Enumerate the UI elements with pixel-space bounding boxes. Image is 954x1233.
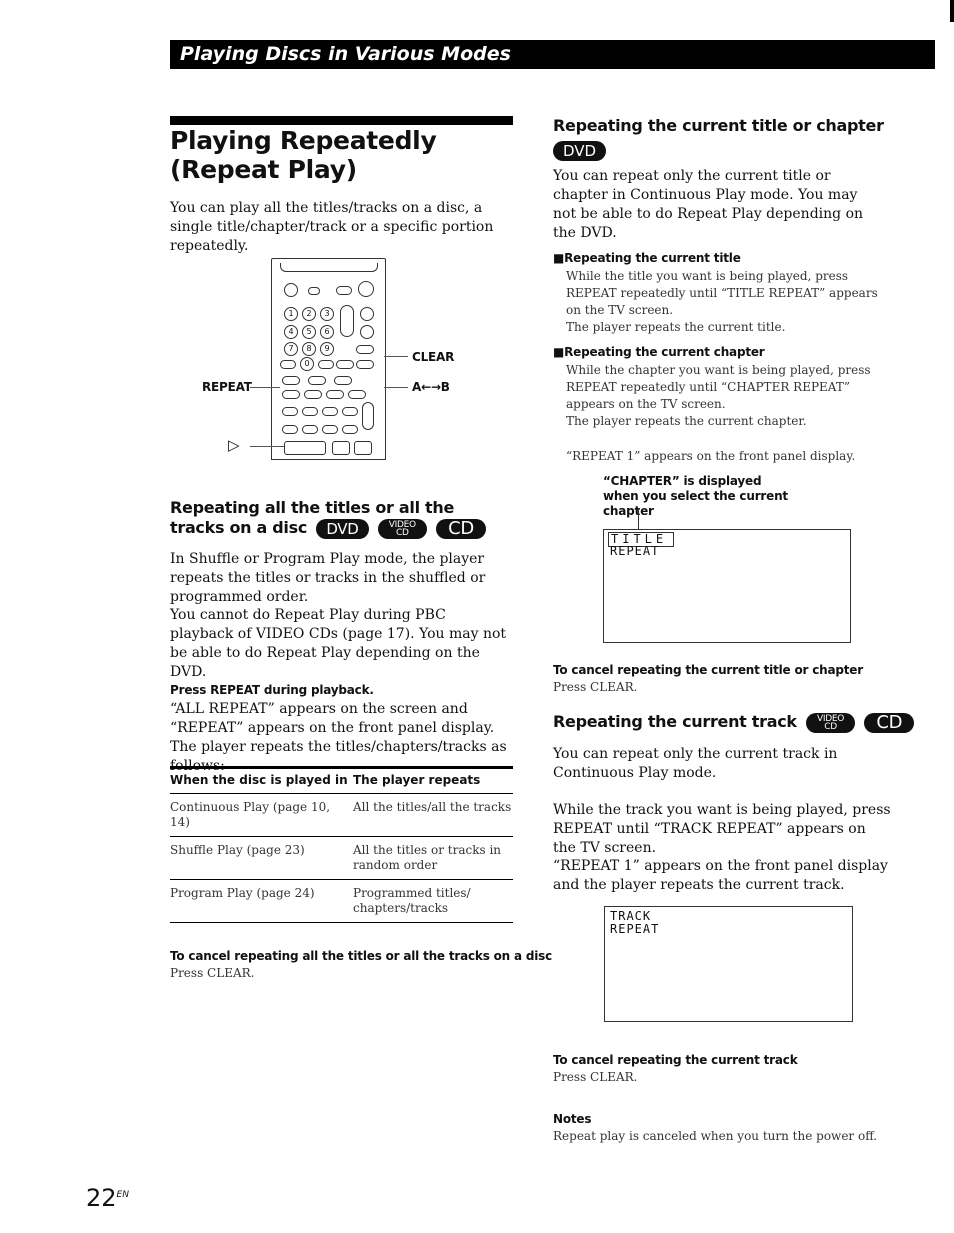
remote-prev-icon <box>282 407 298 416</box>
page-edge-mark <box>950 0 954 22</box>
repeat-mode-table <box>170 766 513 923</box>
remote-plus-icon <box>360 307 374 321</box>
notes-heading: Notes <box>553 1112 592 1126</box>
screen-track-line2: REPEAT <box>610 922 660 936</box>
section-all-step: Press REPEAT during playback. <box>170 683 374 697</box>
section-track-heading-text: Repeating the current track <box>553 712 797 731</box>
table-row <box>170 880 513 923</box>
remote-small-button <box>336 286 352 295</box>
remote-minus-icon <box>360 325 374 339</box>
remote-small-button <box>308 376 326 385</box>
table-header-repeats: The player repeats <box>353 768 513 794</box>
section-track-cancel-text: Press CLEAR. <box>553 1070 638 1084</box>
sub-chapter-text: While the chapter you want is being played, press REPEAT repeatedly until “CHAPTER REPEAT” appears on the TV screen. <box>566 363 871 411</box>
remote-small-button <box>302 425 318 434</box>
table-cell: Continuous Play (page 10, 14) <box>170 794 353 837</box>
remote-small-button <box>356 345 374 354</box>
remote-open-icon <box>358 281 374 297</box>
sub-title-heading-text: Repeating the current title <box>564 251 741 265</box>
cd-badge: CD <box>864 713 914 733</box>
remote-stop-button <box>354 441 372 455</box>
section-track-body: You can repeat only the current track in Continuous Play mode. <box>553 746 838 781</box>
remote-clear-label: CLEAR <box>412 350 455 364</box>
remote-small-button <box>326 390 344 399</box>
table-cell: Shuffle Play (page 23) <box>170 837 353 880</box>
remote-key-6: 6 <box>320 325 334 339</box>
cd-badge: CD <box>436 519 486 539</box>
sub-chapter-text2: The player repeats the current chapter. <box>566 414 807 428</box>
table-cell: All the titles or tracks in random order <box>353 837 513 880</box>
page-number <box>86 1181 129 1212</box>
table-cell: Programmed titles/ chapters/tracks <box>353 880 513 923</box>
section-all-heading <box>170 498 510 539</box>
remote-rewind-icon <box>302 407 318 416</box>
remote-small-button <box>282 376 300 385</box>
remote-key-4: 4 <box>284 325 298 339</box>
sub-title-text: While the title you want is being played, press REPEAT repeatedly until “TITLE REPEAT” appears on the TV screen. <box>566 269 878 317</box>
remote-repeat-label: REPEAT <box>202 380 252 394</box>
remote-clear-button <box>336 360 354 369</box>
section-track-heading <box>553 712 914 733</box>
remote-small-button <box>318 360 334 369</box>
remote-forward-icon <box>322 407 338 416</box>
remote-ab-label: A←→B <box>412 380 450 394</box>
section-title-badge-wrap <box>549 140 606 161</box>
ab-callout-line <box>384 387 408 388</box>
remote-small-button <box>304 390 322 399</box>
play-symbol-icon: ▷ <box>228 437 240 454</box>
page-title: Playing Repeatedly (Repeat Play) <box>170 126 437 184</box>
tv-screen-title <box>603 529 851 643</box>
sub-chapter-heading: ■Repeating the current chapter <box>553 345 765 359</box>
remote-key-3: 3 <box>320 307 334 321</box>
table-header-mode: When the disc is played in <box>170 768 353 794</box>
remote-rocker <box>362 402 374 430</box>
table-row <box>170 837 513 880</box>
video-cd-badge-bottom: CD <box>824 721 837 732</box>
remote-small-button <box>322 425 338 434</box>
sub-chapter-heading-text: Repeating the current chapter <box>564 345 765 359</box>
section-all-body2: You cannot do Repeat Play during PBC playback of VIDEO CDs (page 17). You may not be able to do Repeat Play depending on the DVD. <box>170 607 507 680</box>
video-cd-badge <box>378 519 427 539</box>
header-banner-title: Playing Discs in Various Modes <box>180 43 511 65</box>
section-track-body2: While the track you want is being played, press REPEAT until “TRACK REPEAT” appears on the TV screen. <box>553 802 891 856</box>
title-rule <box>170 116 513 125</box>
section-title-heading: Repeating the current title or chapter <box>553 116 884 135</box>
remote-key-5: 5 <box>302 325 316 339</box>
front-panel-note: “REPEAT 1” appears on the front panel display. <box>566 449 856 463</box>
remote-small-button <box>282 425 298 434</box>
screen-title-line2: REPEAT <box>610 544 660 558</box>
table-row <box>170 794 513 837</box>
sub-title-heading: ■Repeating the current title <box>553 251 741 265</box>
screen-title-line1: TITLE <box>608 532 674 547</box>
remote-key-1: 1 <box>284 307 298 321</box>
remote-small-button <box>334 376 352 385</box>
section-all-cancel-heading: To cancel repeating all the titles or all the tracks on a disc <box>170 949 553 963</box>
clear-callout-line <box>384 356 408 357</box>
remote-key-7: 7 <box>284 342 298 356</box>
remote-key-8: 8 <box>302 342 316 356</box>
section-all-cancel-text: Press CLEAR. <box>170 966 255 980</box>
section-track-cancel-heading: To cancel repeating the current track <box>553 1053 798 1067</box>
dvd-badge: DVD <box>316 519 368 539</box>
remote-small-button <box>356 360 374 369</box>
screen-track-line1: TRACK <box>610 909 652 923</box>
intro-text: You can play all the titles/tracks on a disc, a single title/chapter/track or a specific portion repeatedly. <box>170 200 494 254</box>
remote-rocker <box>340 305 354 337</box>
page-number-digits: 22 <box>86 1184 117 1212</box>
table-cell: Program Play (page 24) <box>170 880 353 923</box>
remote-pause-button <box>332 441 350 455</box>
notes-text: Repeat play is canceled when you turn the power off. <box>553 1129 878 1143</box>
repeat-callout-line <box>250 387 280 388</box>
section-title-cancel-heading: To cancel repeating the current title or chapter <box>553 663 863 677</box>
remote-top-slot <box>280 263 378 272</box>
remote-key-2: 2 <box>302 307 316 321</box>
section-all-body1: In Shuffle or Program Play mode, the player repeats the titles or tracks in the shuffled or programmed order. <box>170 551 486 605</box>
remote-small-button <box>280 360 296 369</box>
remote-power-icon <box>284 283 298 297</box>
remote-play-button <box>284 441 326 455</box>
remote-small-button <box>308 287 320 295</box>
page-number-suffix: EN <box>116 1190 129 1200</box>
section-all-heading-text: Repeating all the titles or all the tracks on a disc <box>170 498 455 537</box>
video-cd-badge-bottom: CD <box>395 527 409 538</box>
video-cd-badge-top: VIDEO <box>817 713 845 724</box>
remote-repeat-button <box>282 390 300 399</box>
remote-ab-button <box>348 390 366 399</box>
remote-next-icon <box>342 407 358 416</box>
play-callout-line <box>250 446 284 447</box>
video-cd-badge <box>806 713 855 733</box>
remote-key-0: 0 <box>300 357 314 371</box>
tv-screen-track <box>604 906 853 1022</box>
remote-illustration <box>271 258 386 460</box>
section-title-cancel-text: Press CLEAR. <box>553 680 638 694</box>
dvd-badge: DVD <box>553 141 606 161</box>
remote-small-button <box>342 425 358 434</box>
chapter-callout: “CHAPTER” is displayed when you select the current chapter <box>603 474 788 518</box>
section-title-body: You can repeat only the current title or chapter in Continuous Play mode. You may not be able to do Repeat Play depending on the DVD. <box>553 168 864 241</box>
remote-key-9: 9 <box>320 342 334 356</box>
section-track-body3: “REPEAT 1” appears on the front panel display and the player repeats the current track. <box>553 858 888 893</box>
sub-title-text2: The player repeats the current title. <box>566 320 786 334</box>
callout-line <box>638 508 639 530</box>
table-cell: All the titles/all the tracks <box>353 794 513 837</box>
section-all-step-desc: “ALL REPEAT” appears on the screen and “REPEAT” appears on the front panel display. The player repeats the titles/chapters/tracks as follows: <box>170 701 507 774</box>
video-cd-badge-top: VIDEO <box>388 519 416 530</box>
